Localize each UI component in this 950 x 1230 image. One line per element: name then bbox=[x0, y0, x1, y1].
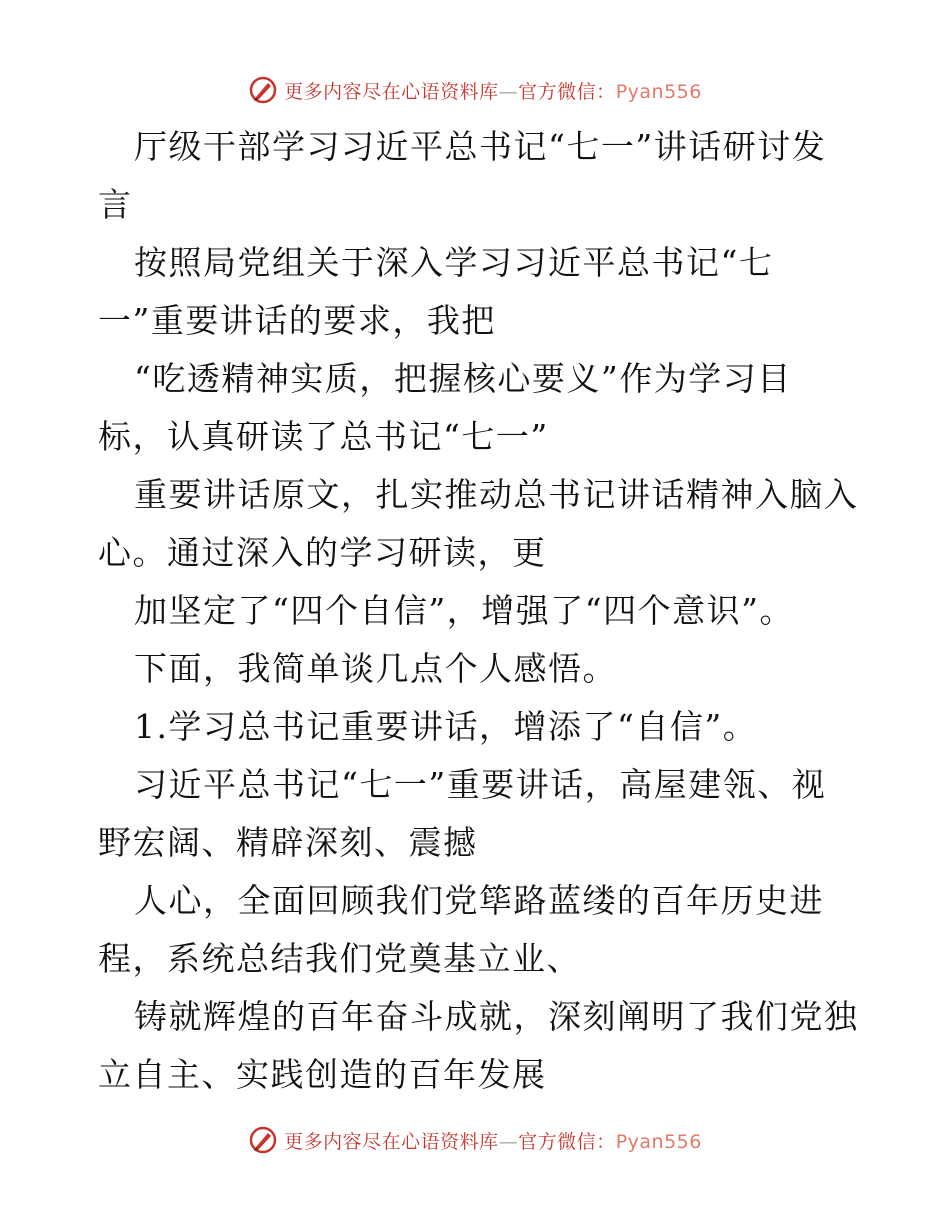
text-line: 一”重要讲话的要求，我把 bbox=[98, 301, 496, 340]
text-line: 言 bbox=[98, 185, 133, 224]
header-watermark bbox=[0, 70, 950, 110]
document-body bbox=[98, 118, 858, 1104]
text-line: 习近平总书记“七一”重要讲话，高屋建瓴、视 bbox=[134, 765, 827, 804]
text-line: 野宏阔、精辟深刻、震撼 bbox=[98, 823, 478, 862]
pen-logo-icon bbox=[248, 1125, 278, 1155]
footer-watermark bbox=[0, 1120, 950, 1160]
watermark-text: 更多内容尽在心语资料库—官方微信：Pyan556 bbox=[284, 80, 702, 103]
text-line: 厅级干部学习习近平总书记“七一”讲话研讨发 bbox=[134, 127, 827, 166]
text-line: 心。通过深入的学习研读，更 bbox=[98, 533, 547, 572]
pen-logo-icon bbox=[248, 75, 278, 105]
text-line: 下面，我简单谈几点个人感悟。 bbox=[134, 649, 617, 688]
text-line: 1.学习总书记重要讲话，增添了“自信”。 bbox=[134, 707, 758, 746]
text-line: 铸就辉煌的百年奋斗成就，深刻阐明了我们党独 bbox=[134, 997, 859, 1036]
text-line: 加坚定了“四个自信”，增强了“四个意识”。 bbox=[134, 591, 794, 630]
text-line: 立自主、实践创造的百年发展 bbox=[98, 1055, 547, 1094]
text-line: 程，系统总结我们党奠基立业、 bbox=[98, 939, 581, 978]
text-line: “吃透精神实质，把握核心要义”作为学习目 bbox=[134, 359, 792, 398]
text-line: 人心，全面回顾我们党筚路蓝缕的百年历史进 bbox=[134, 881, 824, 920]
text-line: 按照局党组关于深入学习习近平总书记“七 bbox=[134, 243, 774, 282]
watermark-text: 更多内容尽在心语资料库—官方微信：Pyan556 bbox=[284, 1130, 702, 1153]
text-line: 重要讲话原文，扎实推动总书记讲话精神入脑入 bbox=[134, 475, 859, 514]
text-line: 标，认真研读了总书记“七一” bbox=[98, 417, 549, 456]
